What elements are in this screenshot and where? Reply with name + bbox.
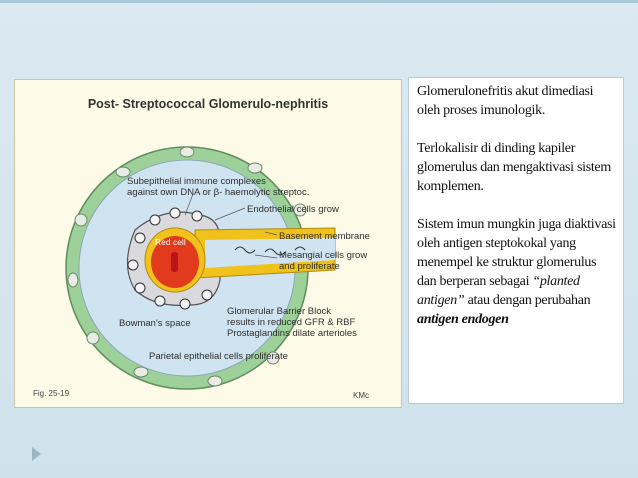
label-barrier-2: results in reduced GFR & RBF xyxy=(227,317,356,328)
antigen-endogen-text: antigen endogen xyxy=(417,312,509,327)
glomerulonephritis-figure xyxy=(14,79,402,408)
description-textbox xyxy=(408,77,624,404)
label-mesangial-2: and proliferate xyxy=(279,261,340,272)
label-basement: Basement membrane xyxy=(279,231,370,242)
next-slide-arrow-icon[interactable] xyxy=(32,447,41,461)
paragraph-3-part-b: atau dengan perubahan xyxy=(464,293,591,308)
paragraph-3-part-a: Sistem imun mungkin juga diaktivasi oleh antigen steptokokal yang menempel ke struktur glomerulus dan berperan sebagai xyxy=(417,217,616,289)
figure-initials: KMc xyxy=(353,391,369,400)
paragraph-3 xyxy=(417,215,617,329)
figure-title: Post- Streptococcal Glomerulo-nephritis xyxy=(87,97,329,111)
paragraph-2: Terlokalisir di dinding kapiler glomerulus dan mengaktivasi sistem komplemen. xyxy=(417,141,611,194)
label-barrier-1: Glomerular Barrier Block xyxy=(227,306,331,317)
label-subepithelial-2: against own DNA or β- haemolytic streptoc. xyxy=(127,187,310,198)
label-barrier-3: Prostaglandins dilate arterioles xyxy=(227,328,357,339)
paragraph-1: Glomerulonefritis akut dimediasi oleh proses imunologik. xyxy=(417,84,594,118)
figure-number: Fig. 25-19 xyxy=(33,389,70,398)
label-mesangial-1: Mesangial cells grow xyxy=(279,250,368,261)
label-parietal: Parietal epithelial cells proliferate xyxy=(149,351,288,362)
top-bar xyxy=(0,0,638,3)
label-red-cell: Red cell xyxy=(155,237,186,247)
label-endothelial: Endothelial cells grow xyxy=(247,204,339,215)
label-subepithelial-1: Subepithelial immune complexes xyxy=(127,176,266,187)
planted-antigen-text: “planted antigen” xyxy=(417,274,580,308)
label-bowman: Bowman's space xyxy=(119,318,191,329)
